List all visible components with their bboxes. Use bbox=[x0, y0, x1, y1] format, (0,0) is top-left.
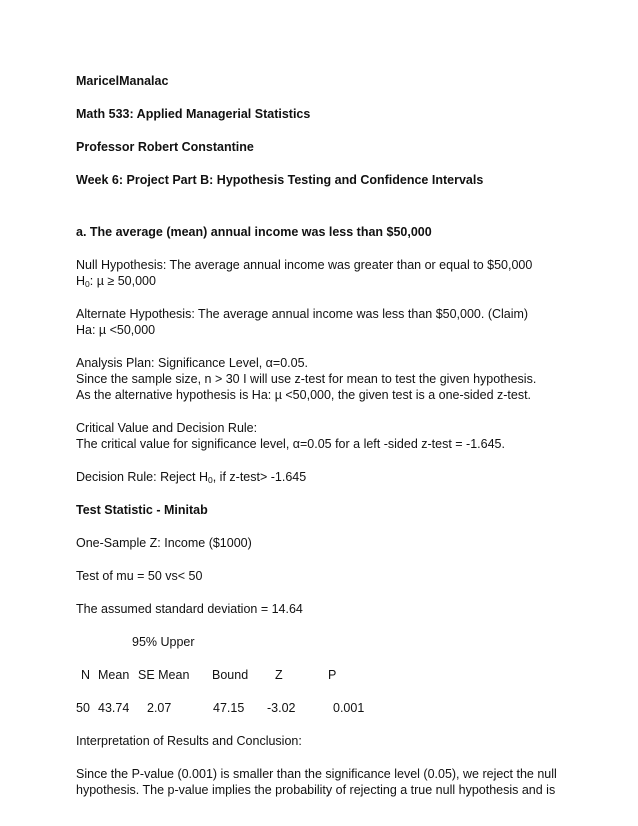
spacer bbox=[76, 205, 621, 224]
minitab-data-row bbox=[76, 700, 621, 716]
minitab-title: One-Sample Z: Income ($1000) bbox=[76, 536, 252, 550]
val-mean: 43.74 bbox=[98, 701, 130, 715]
val-se-mean: 2.07 bbox=[147, 701, 172, 715]
interpretation-line-2: hypothesis. The p-value implies the probability of rejecting a true null hypothesis and is bbox=[76, 783, 556, 797]
alternate-hypothesis bbox=[76, 306, 621, 338]
minitab-heading: Test Statistic - Minitab bbox=[76, 503, 208, 517]
project-title: Week 6: Project Part B: Hypothesis Testing and Confidence Intervals bbox=[76, 173, 484, 187]
decision-rule: Decision Rule: Reject $H_0$, if z-test> -1.645 bbox=[76, 470, 307, 485]
val-bound: 47.15 bbox=[213, 701, 245, 715]
col-n: N bbox=[81, 668, 91, 682]
alt-hypothesis-symbol: Ha: µ <50,000 bbox=[76, 323, 156, 337]
null-hypothesis-text: Null Hypothesis: The average annual income was greater than or equal to $50,000 bbox=[76, 258, 533, 272]
sample-size-text: Since the sample size, n > 30 I will use z-test for mean to test the given hypothesis. bbox=[76, 372, 537, 386]
null-hypothesis-symbol: $H_0$: µ ≥ 50,000 bbox=[76, 274, 156, 289]
analysis-plan-text: Analysis Plan: Significance Level, α=0.05. bbox=[76, 356, 309, 370]
upper-label: 95% Upper bbox=[132, 635, 195, 649]
minitab-test-of: Test of mu = 50 vs< 50 bbox=[76, 569, 203, 583]
alt-hypothesis-text: Alternate Hypothesis: The average annual income was less than $50,000. (Claim) bbox=[76, 307, 529, 321]
null-hypothesis bbox=[76, 257, 621, 289]
interpretation-text bbox=[76, 766, 621, 798]
col-bound: Bound bbox=[212, 668, 249, 682]
interpretation-heading: Interpretation of Results and Conclusion: bbox=[76, 734, 302, 748]
professor-name: Professor Robert Constantine bbox=[76, 140, 254, 154]
document-page bbox=[76, 73, 621, 815]
col-mean: Mean bbox=[98, 668, 130, 682]
col-z: Z bbox=[275, 668, 283, 682]
minitab-upper-label-row bbox=[76, 634, 621, 650]
course-title: Math 533: Applied Managerial Statistics bbox=[76, 107, 311, 121]
critical-heading: Critical Value and Decision Rule: bbox=[76, 421, 258, 435]
section-a-heading: a. The average (mean) annual income was less than $50,000 bbox=[76, 225, 432, 239]
interpretation-line-1: Since the P-value (0.001) is smaller than the significance level (0.05), we reject the null bbox=[76, 767, 557, 781]
critical-value-section bbox=[76, 420, 621, 452]
val-p: 0.001 bbox=[333, 701, 365, 715]
col-p: P bbox=[328, 668, 337, 682]
val-z: -3.02 bbox=[267, 701, 296, 715]
minitab-header-row bbox=[76, 667, 621, 683]
critical-value-text: The critical value for significance level, α=0.05 for a left -sided z-test = -1.645. bbox=[76, 437, 505, 451]
author-name: MaricelManalac bbox=[76, 74, 169, 88]
col-se-mean: SE Mean bbox=[138, 668, 190, 682]
analysis-plan bbox=[76, 355, 621, 403]
one-sided-text: As the alternative hypothesis is Ha: µ <50,000, the given test is a one-sided z-test. bbox=[76, 388, 532, 402]
val-n: 50 bbox=[76, 701, 90, 715]
minitab-assumed-sd: The assumed standard deviation = 14.64 bbox=[76, 602, 303, 616]
